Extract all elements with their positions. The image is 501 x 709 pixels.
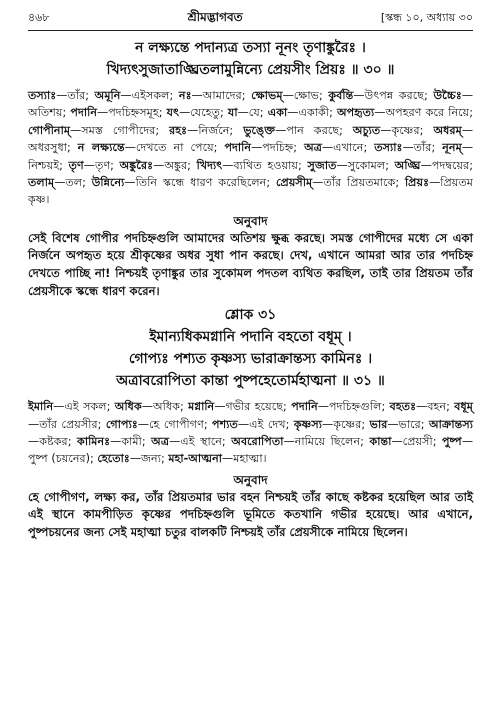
synonym-word: পদানি bbox=[70, 106, 98, 120]
synonym-word: অত্র bbox=[151, 435, 170, 449]
synonym-word: সুজাত bbox=[307, 158, 337, 172]
synonym-word: অপহৃত্য bbox=[336, 106, 375, 120]
synonym-word: অচ্যুত bbox=[352, 123, 381, 137]
synonym-word: মগ্নানি bbox=[188, 400, 215, 414]
header-rule bbox=[28, 30, 473, 31]
verse-30-synonyms bbox=[28, 87, 473, 209]
synonym-word: অধিক bbox=[114, 400, 142, 414]
synonym-meaning: —তৃণ; bbox=[83, 158, 120, 172]
synonym-meaning: —প্রেয়সী; bbox=[391, 435, 443, 449]
synonym-word: পদানি bbox=[291, 400, 318, 414]
synonym-meaning: —আমাদের; bbox=[191, 89, 252, 102]
synonym-meaning: —কৃষ্ণের; bbox=[322, 417, 370, 431]
synonym-meaning: —জন্য; bbox=[129, 452, 169, 466]
synonym-word: যা bbox=[227, 106, 238, 120]
synonym-word: পদানি bbox=[224, 141, 252, 155]
synonym-meaning: —সুকোমল; bbox=[336, 158, 395, 172]
synonym-meaning: —যে; bbox=[237, 106, 268, 120]
synonym-meaning: —পুষ্প (চয়নের); bbox=[28, 435, 473, 466]
synonym-word: তৃণ bbox=[68, 158, 84, 172]
synonym-word: নূনম্ bbox=[442, 141, 462, 155]
synonym-meaning: —তিনি স্কন্ধে ধারণ করেছিলেন; bbox=[124, 176, 276, 190]
synonym-meaning: —কৃষ্ণের; bbox=[380, 123, 434, 137]
synonym-meaning: —এইসকল; bbox=[120, 89, 179, 102]
synonym-meaning: —তাঁর; bbox=[402, 141, 443, 155]
synonym-meaning: —এই স্থানে; bbox=[169, 435, 232, 449]
synonym-word: পুষ্প bbox=[442, 435, 462, 449]
verse-31-heading: শ্লোক ৩১ bbox=[224, 307, 277, 324]
synonym-meaning: —অতিশয়; bbox=[28, 89, 474, 120]
chapter-reference: [স্কন্ধ ১০, অধ্যায় ৩০ bbox=[380, 11, 473, 24]
synonym-meaning: —তল; bbox=[54, 176, 92, 190]
synonym-meaning: —পদচিহ্ন; bbox=[251, 141, 305, 155]
verse-line: ইমান্যধিকমগ্নানি পদানি বহতো বধূম্ । bbox=[149, 329, 352, 346]
synonym-meaning: —ভারে; bbox=[387, 417, 429, 431]
synonym-word: গোপীনাম্ bbox=[28, 123, 71, 137]
synonym-meaning: —অপহরণ করে নিয়ে; bbox=[374, 106, 474, 120]
verse-line: গোপ্যঃ পশ্যত কৃষ্ণস্য ভারাক্রান্তস্য কামিনঃ । bbox=[128, 351, 373, 368]
verse-30-translation-heading: অনুবাদ bbox=[233, 213, 268, 228]
synonym-meaning: —বহন; bbox=[416, 400, 455, 414]
page-header bbox=[28, 10, 473, 26]
synonym-meaning: —অধিক; bbox=[141, 400, 189, 414]
synonym-word: অঙ্ঘ্রি bbox=[394, 158, 421, 172]
synonym-word: ভার bbox=[369, 417, 388, 431]
synonym-meaning: —উৎপন্ন করছে; bbox=[353, 89, 434, 102]
synonym-word: যৎ bbox=[166, 106, 180, 120]
synonym-meaning: —ব্যথিত হওয়ায়; bbox=[222, 158, 308, 172]
synonym-word: বধূম্ bbox=[454, 400, 473, 414]
synonym-meaning: —এখানে; bbox=[321, 141, 375, 155]
synonym-meaning: —দেখতে না পেয়ে; bbox=[124, 141, 225, 155]
synonym-word: উচ্চৈঃ bbox=[433, 89, 462, 102]
synonym-meaning: —নির্জনে; bbox=[187, 123, 244, 137]
synonym-meaning: —পদচিহ্নসমূহ; bbox=[97, 106, 167, 120]
synonym-meaning: —সমস্ত গোপীদের; bbox=[70, 123, 170, 137]
synonym-word: তস্যাঃ bbox=[28, 89, 57, 102]
synonym-word: প্রেয়সীম্ bbox=[275, 176, 313, 190]
synonym-meaning: —তাঁর; bbox=[56, 89, 95, 102]
synonym-meaning: —অঙ্কুর; bbox=[153, 158, 197, 172]
synonym-meaning: —কামী; bbox=[110, 435, 152, 449]
synonym-word: ভুঙ্ক্তে bbox=[243, 123, 276, 137]
synonym-word: কৃষ্ণস্য bbox=[293, 417, 323, 431]
synonym-meaning: —নিশ্চয়ই; bbox=[28, 141, 474, 172]
page-number: ৪৬৮ bbox=[28, 11, 50, 24]
synonym-word: অমূনি bbox=[94, 89, 121, 102]
synonym-meaning: —পদচিহ্নগুলি; bbox=[317, 400, 390, 414]
verse-31-synonyms bbox=[28, 398, 473, 468]
synonym-word: কান্তা bbox=[369, 435, 392, 449]
synonym-word: পশ্যত bbox=[212, 417, 238, 431]
synonym-word: গোপ্যঃ bbox=[105, 417, 138, 431]
synonym-word: অঙ্কুরৈঃ bbox=[119, 158, 154, 172]
verse-31-translation: হে গোপীগণ, লক্ষ্য কর, তাঁর প্রিয়তমার ভার বহন নিশ্চয়ই তাঁর কাছে কষ্টকর হয়েছিল আর তাই এই স্থানে কামপীড়িত কৃষ্ণের পদচিহ্নগুলি ভূমিতে কতখানি গভীর হয়েছে। আর এখানে, পুষ্পচয়নের জন্য সেই মহাত্মা চতুর বালকটি নিশ্চয়ই তাঁর প্রেয়সীকে নামিয়ে ছিলেন। bbox=[28, 489, 473, 540]
synonym-meaning: —তাঁর প্রিয়তমাকে; bbox=[312, 176, 405, 190]
synonym-word: কুর্বন্তি bbox=[328, 89, 354, 102]
synonym-word: তলাম্ bbox=[28, 176, 55, 190]
verse-line: খিদ্যৎসুজাতাঙ্ঘ্রিতলামুন্নিন্যে প্রেয়সীং প্রিয়ঃ ॥ ৩০ ॥ bbox=[106, 62, 395, 78]
book-title: শ্রীমদ্ভাগবত bbox=[187, 10, 243, 24]
synonym-meaning: —পান করছে; bbox=[275, 123, 353, 137]
synonym-word: নঃ bbox=[178, 89, 192, 102]
synonym-meaning: —পদদ্বয়ের; bbox=[420, 158, 473, 172]
verse-31-sanskrit bbox=[28, 326, 473, 392]
synonym-word: উন্নিন্যে bbox=[91, 176, 125, 190]
synonym-meaning: —মহাত্মা। bbox=[222, 452, 267, 466]
synonym-word: ন লক্ষ্যন্তে bbox=[77, 141, 125, 155]
synonym-word: আক্রান্তস্য bbox=[429, 417, 473, 431]
verse-30-translation: সেই বিশেষ গোপীর পদচিহ্নগুলি আমাদের অতিশয় ক্ষুব্ধ করছে। সমস্ত গোপীদের মধ্যে সে একা নির্জনে অপহৃত হয়ে শ্রীকৃষ্ণের অধর সুধা পান করছে। দেখ, এখানে আমরা আর তার পদচিহ্ন দেখতে পাচ্ছি না! নিশ্চয়ই তৃণাঙ্কুর তার সুকোমল পদতল ব্যথিত করছিল, তাই তার প্রিয়তম তাঁর প্রেয়সীকে স্কন্ধে ধারণ করেন। bbox=[28, 230, 473, 298]
synonym-word: মহা-আত্মনা bbox=[168, 452, 223, 466]
synonym-word: বহতঃ bbox=[389, 400, 417, 414]
synonym-meaning: —যেহেতু; bbox=[179, 106, 228, 120]
verse-line: ন লক্ষ্যন্তে পদান্যত্র তস্যা নূনং তৃণাঙ্কুরৈঃ । bbox=[135, 40, 366, 56]
verse-30-sanskrit bbox=[28, 37, 473, 81]
synonym-meaning: —এই সকল; bbox=[53, 400, 115, 414]
synonym-meaning: —ক্ষোভ; bbox=[282, 89, 329, 102]
synonym-meaning: —তাঁর প্রেয়সীর; bbox=[28, 417, 106, 431]
synonym-word: তস্যাঃ bbox=[374, 141, 403, 155]
synonym-word: ক্ষোভম্ bbox=[251, 89, 283, 102]
synonym-meaning: —এই দেখ; bbox=[237, 417, 294, 431]
synonym-word: অত্র bbox=[304, 141, 322, 155]
synonym-word: হেতোঃ bbox=[97, 452, 130, 466]
synonym-meaning: —নামিয়ে ছিলেন; bbox=[283, 435, 370, 449]
synonym-word: রহঃ bbox=[169, 123, 188, 137]
synonym-word: অবরোপিতা bbox=[231, 435, 284, 449]
synonym-word: খিদ্যৎ bbox=[196, 158, 223, 172]
synonym-word: ইমানি bbox=[28, 400, 54, 414]
synonym-word: কামিনঃ bbox=[77, 435, 111, 449]
synonym-word: প্রিয়ঃ bbox=[404, 176, 430, 190]
synonym-meaning: —গভীর হয়েছে; bbox=[214, 400, 292, 414]
synonym-meaning: —কষ্টকর; bbox=[28, 435, 78, 449]
synonym-meaning: —হে গোপীগণ; bbox=[137, 417, 213, 431]
synonym-word: একা bbox=[267, 106, 288, 120]
verse-31-translation-heading: অনুবাদ bbox=[233, 472, 268, 487]
verse-line: অত্রাবরোপিতা কান্তা পুষ্পহেতোর্মহাত্মনা ॥ ৩১ ॥ bbox=[116, 373, 385, 390]
synonym-word: অধরম্ bbox=[433, 123, 462, 137]
synonym-meaning: —অধরসুধা; bbox=[28, 123, 473, 155]
synonym-meaning: —একাকী; bbox=[287, 106, 337, 120]
synonym-meaning: —প্রিয়তম কৃষ্ণ। bbox=[28, 176, 473, 207]
